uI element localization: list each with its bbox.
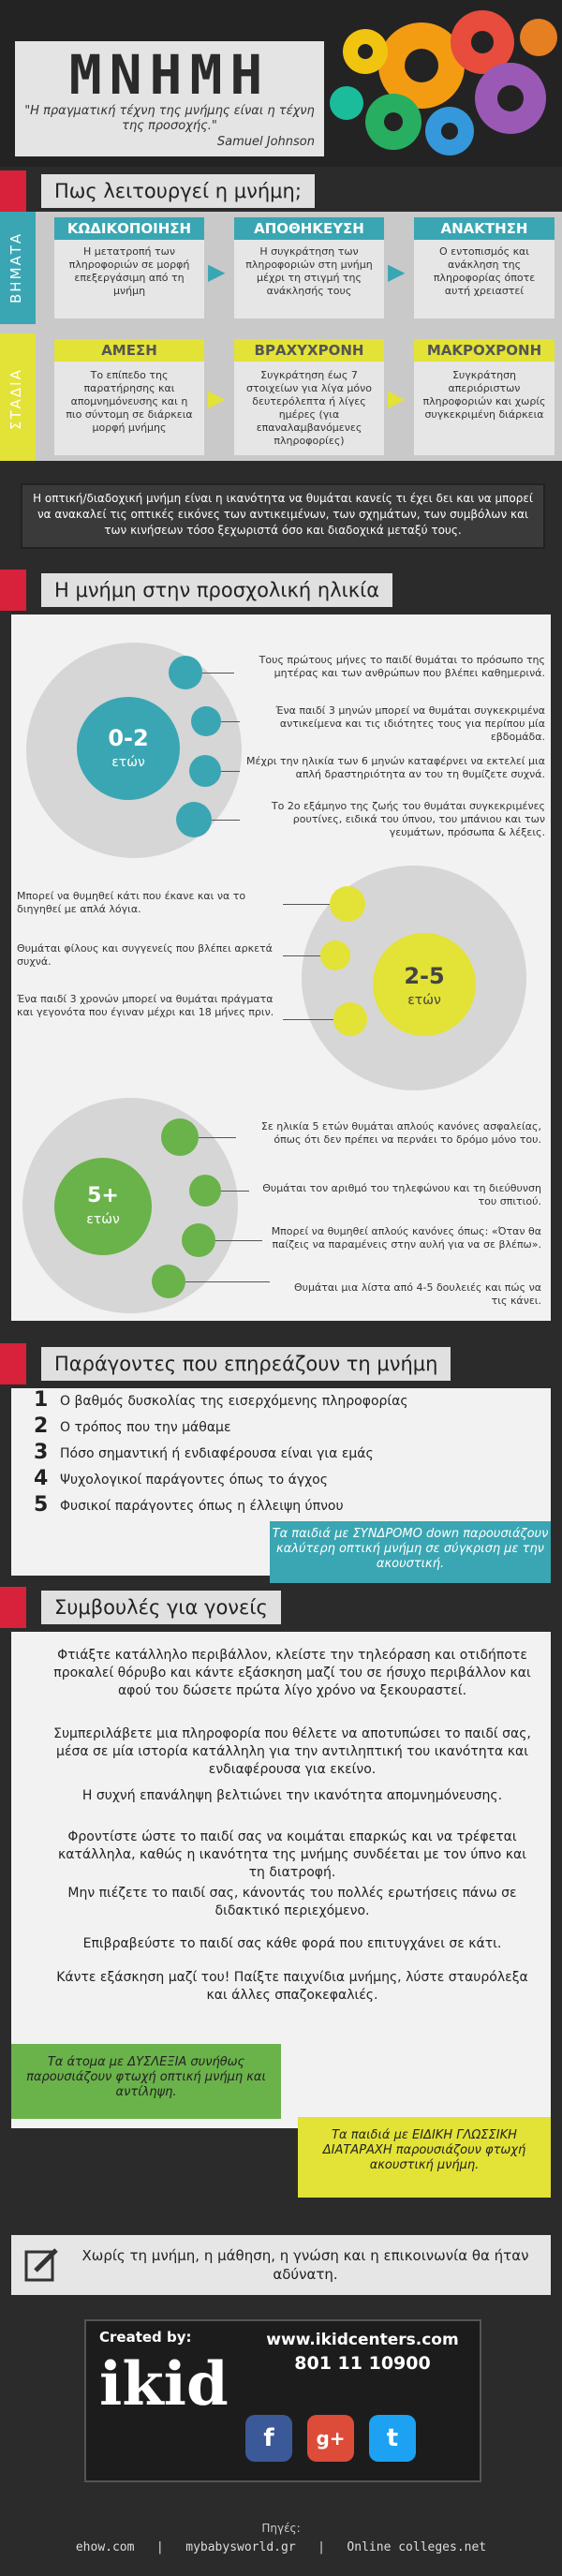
how-area	[0, 212, 562, 461]
section-factors	[0, 1343, 562, 1384]
connector	[212, 820, 240, 821]
pencil-note-icon	[24, 2246, 62, 2284]
stage-title: ΑΜΕΣΗ	[54, 339, 204, 362]
step-text: Ο εντοπισμός και ανάκληση της πληροφορίας όποτε αυτή χρειαστεί	[433, 245, 536, 297]
connector	[185, 1281, 270, 1282]
conclusion-text: Χωρίς τη μνήμη, η μάθηση, η γνώση και η επικοινωνία θα ήταν αδύνατη.	[81, 2247, 529, 2283]
steps-label: ΒΗΜΑΤΑ	[7, 231, 24, 304]
age-label: 5+	[87, 1184, 119, 1207]
connector	[283, 1019, 333, 1020]
step-title: ΑΠΟΘΗΚΕΥΣΗ	[234, 217, 384, 240]
website-link[interactable]: www.ikidcenters.com	[266, 2331, 459, 2349]
factor-text: Φυσικοί παράγοντες όπως η έλλειψη ύπνου	[60, 1499, 344, 1514]
stage-text: Συγκράτηση απεριόριστων πληροφοριών και χωρίς συγκεκριμένη διάρκεια	[422, 369, 546, 421]
section-title: Συμβουλές για γονείς	[41, 1591, 281, 1624]
bubble	[189, 1175, 221, 1207]
age-note: Θυμάται φίλους και συγγενείς που βλέπει αρκετά συχνά.	[17, 942, 273, 968]
bubble	[320, 940, 350, 970]
preschool-area	[11, 614, 551, 1321]
google-plus-icon[interactable]: g+	[307, 2415, 354, 2462]
section-marker	[0, 170, 26, 212]
bubble	[169, 656, 202, 689]
connector	[221, 1191, 249, 1192]
sources-list: ehow.com | mybabysworld.gr | Online colleges.net	[75, 2540, 487, 2554]
stage-text: Το επίπεδο της παρατήρησης και απομνημόνευσης και η πιο σύντομη σε διάρκεια μορφή μνήμης	[66, 369, 193, 434]
phone-number[interactable]: 801 11 10900	[294, 2353, 431, 2374]
connector	[199, 1137, 236, 1138]
section-marker	[0, 1343, 26, 1384]
stage-title: ΒΡΑΧΥΧΡΟΝΗ	[234, 339, 384, 362]
conclusion-box	[11, 2235, 551, 2295]
visual-memory-text: Η οπτική/διαδοχική μνήμη είναι η ικανότητα να θυμάται κανείς τι έχει δει και να μπορεί να ανακαλεί τις οπτικές εικόνες των αντικειμένων, των σχημάτων, των συμβόλων και των κινήσεων τόσο ξεχωριστά όσο και διαδοχικά μεταξύ τους.	[33, 492, 533, 537]
step-title: ΑΝΑΚΤΗΣΗ	[414, 217, 555, 240]
stage-title: ΜΑΚΡΟΧΡΟΝΗ	[414, 339, 555, 362]
bubble	[161, 1118, 199, 1156]
age-note: Το 2ο εξάμηνο της ζωής του θυμάται συγκεκριμένες ρουτίνες, ειδικά του ύπνου, του μπάνιου και των γευμάτων, πρόσωπα & λέξεις.	[271, 800, 545, 838]
stage-card	[414, 339, 555, 455]
step-card	[234, 217, 384, 318]
age-note: Τους πρώτους μήνες το παιδί θυμάται το πρόσωπο της μητέρας και των ανθρώπων που βλέπει καθημερινά.	[259, 654, 545, 679]
step-card	[414, 217, 555, 318]
advice-item: Επιβραβεύστε το παιδί σας κάθε φορά που επιτυγχάνει σε κάτι.	[82, 1936, 502, 1951]
factor-text: Ψυχολογικοί παράγοντες όπως το άγχος	[60, 1473, 328, 1488]
age-note: Σε ηλικία 5 ετών θυμάται απλούς κανόνες ασφαλείας, όπως ότι δεν πρέπει να περνάει το δρόμο μόνο του.	[260, 1120, 541, 1146]
age-note: Ένα παιδί 3 χρονών μπορεί να θυμάται πράγματα και γεγονότα που έγιναν μέχρι και 18 μήνες πριν.	[17, 993, 274, 1018]
step-text: Η συγκράτηση των πληροφοριών στη μνήμη μέχρι τη στιγμή της ανάκλησής τους	[245, 245, 373, 297]
stages-label: ΣΤΑΔΙΑ	[7, 368, 24, 430]
advice-item: Κάντε εξάσκηση μαζί του! Παίξτε παιχνίδια μνήμης, λύστε σταυρόλεξα και άλλες σπαζοκεφαλιές.	[56, 1970, 528, 2003]
language-disorder-callout: Τα παιδιά με ΕΙΔΙΚΗ ΓΛΩΣΣΙΚΗ ΔΙΑΤΑΡΑΧΗ παρουσιάζουν φτωχή ακουστική μνήμη.	[298, 2117, 551, 2198]
connector	[215, 1240, 262, 1241]
factor-number: 1	[34, 1388, 49, 1412]
age-note: Ένα παιδί 3 μηνών μπορεί να θυμάται συγκεκριμένα αντικείμενα και τις ιδιότητες τους για περίπου μία εβδομάδα.	[275, 704, 545, 743]
factor-number: 4	[34, 1467, 49, 1490]
section-advice	[0, 1587, 562, 1628]
connector	[221, 721, 240, 722]
factor-text: Πόσο σημαντική ή ενδιαφέρουσα είναι για εμάς	[60, 1446, 374, 1461]
age-note: Μπορεί να θυμηθεί κάτι που έκανε και να το διηγηθεί με απλά λόγια.	[17, 890, 246, 915]
gears-graphic	[309, 0, 562, 167]
stages-label-box	[0, 333, 36, 461]
factor-text: Ο τρόπος που την μάθαμε	[60, 1420, 231, 1435]
factor-number: 3	[34, 1441, 49, 1464]
stage-text: Συγκράτηση έως 7 στοιχείων για λίγα μόνο δευτερόλεπτα ή λίγες ημέρες (για επαναλαμβανόμενες πληροφορίες)	[246, 369, 372, 447]
created-by-label: Created by:	[99, 2329, 192, 2346]
advice-item: Η συχνή επανάληψη βελτιώνει την ικανότητα απομνημόνευσης.	[81, 1788, 503, 1803]
age-unit: ετών	[407, 993, 441, 1008]
step-card	[54, 217, 204, 318]
twitter-icon[interactable]: t	[369, 2415, 416, 2462]
header	[0, 0, 562, 167]
facebook-icon[interactable]: f	[245, 2415, 292, 2462]
connector	[202, 673, 234, 674]
age-note: Θυμάται μια λίστα από 4-5 δουλειές και πώς να τις κάνει.	[293, 1281, 541, 1307]
section-title: Παράγοντες που επηρεάζουν τη μνήμη	[41, 1347, 451, 1381]
bubble	[152, 1265, 185, 1298]
factor-number: 2	[34, 1414, 49, 1438]
steps-label-box	[0, 212, 36, 324]
arrow-icon: ▶	[388, 259, 406, 285]
bubble	[191, 706, 221, 736]
advice-item: Φτιάξτε κατάλληλο περιβάλλον, κλείστε την τηλεόραση και οτιδήποτε προκαλεί θόρυβο και κάντε εξάσκηση μαζί του σε ήσυχο περιβάλλον και αφού του δώσετε πρώτα λίγο χρόνο να ξεκουραστεί.	[53, 1648, 531, 1698]
stage-card	[234, 339, 384, 455]
dyslexia-callout: Τα άτομα με ΔΥΣΛΕΞΙΑ συνήθως παρουσιάζουν φτωχή οπτική μνήμη και αντίληψη.	[11, 2044, 281, 2119]
arrow-icon: ▶	[208, 385, 226, 411]
connector	[283, 904, 330, 905]
section-title: Πως λειτουργεί η μνήμη;	[41, 174, 315, 208]
bubble	[189, 755, 221, 787]
step-text: Η μετατροπή των πληροφοριών σε μορφή επεξεργάσιμη από τη μνήμη	[68, 245, 190, 297]
page-title: ΜΝΗΜΗ	[68, 43, 271, 107]
age-note: Θυμάται τον αριθμό του τηλεφώνου και τη διεύθυνση του σπιτιού.	[262, 1182, 541, 1207]
age-label: 2-5	[404, 963, 445, 989]
quote-author: Samuel Johnson	[216, 135, 315, 149]
section-preschool	[0, 570, 562, 611]
arrow-icon: ▶	[388, 385, 406, 411]
bubble	[333, 1002, 367, 1036]
factor-text: Ο βαθμός δυσκολίας της εισερχόμενης πληροφορίας	[60, 1394, 408, 1409]
arrow-icon: ▶	[208, 259, 226, 285]
factor-number: 5	[34, 1493, 49, 1517]
section-title: Η μνήμη στην προσχολική ηλικία	[41, 573, 392, 607]
age-unit: ετών	[86, 1212, 120, 1227]
connector	[283, 955, 320, 956]
bubble	[330, 886, 365, 922]
stage-card	[54, 339, 204, 455]
section-marker	[0, 1587, 26, 1628]
age-label: 0-2	[108, 725, 149, 751]
bubble	[182, 1223, 215, 1257]
age-note: Μέχρι την ηλικία των 6 μηνών καταφέρνει να εκτελεί μια απλή δραστηριότητα αν του τη θυμίζετε συχνά.	[246, 755, 545, 780]
visual-memory-box	[21, 483, 545, 549]
footer-card	[84, 2319, 481, 2482]
down-syndrome-callout: Τα παιδιά με ΣΥΝΔΡΟΜΟ down παρουσιάζουν καλύτερη οπτική μνήμη σε σύγκριση με την ακουστική.	[270, 1521, 551, 1583]
connector	[221, 771, 240, 772]
bubble	[176, 802, 212, 837]
advice-item: Συμπεριλάβετε μια πληροφορία που θέλετε να αποτυπώσει το παιδί σας, μέσα σε μία ιστορία κατάλληλη για την αντιληπτική του ικανότητα και ενδιαφέρουσα για εκείνο.	[53, 1726, 531, 1777]
age-unit: ετών	[111, 755, 145, 770]
sources-label: Πηγές:	[261, 2522, 301, 2535]
advice-item: Μην πιέζετε το παιδί σας, κάνοντάς του πολλές ερωτήσεις πάνω σε διδακτικό περιεχόμενο.	[67, 1886, 517, 1918]
age-note: Μπορεί να θυμηθεί απλούς κανόνες όπως: «Όταν θα παίζεις να παραμένεις στην αυλή για να σε βλέπω».	[271, 1225, 541, 1251]
quote: "Η πραγματική τέχνη της μνήμης είναι η τέχνη της προσοχής."	[24, 104, 315, 133]
section-marker	[0, 570, 26, 611]
step-title: ΚΩΔΙΚΟΠΟΙΗΣΗ	[54, 217, 204, 240]
section-how	[0, 170, 562, 212]
ikid-logo: ikid	[99, 2349, 229, 2420]
advice-item: Φροντίστε ώστε το παιδί σας να κοιμάται επαρκώς και να τρέφεται κατάλληλα, καθώς η ικανότητα της μνήμης συνδέεται με τον ύπνο και τη διατροφή.	[58, 1829, 526, 1880]
title-box	[15, 41, 324, 156]
